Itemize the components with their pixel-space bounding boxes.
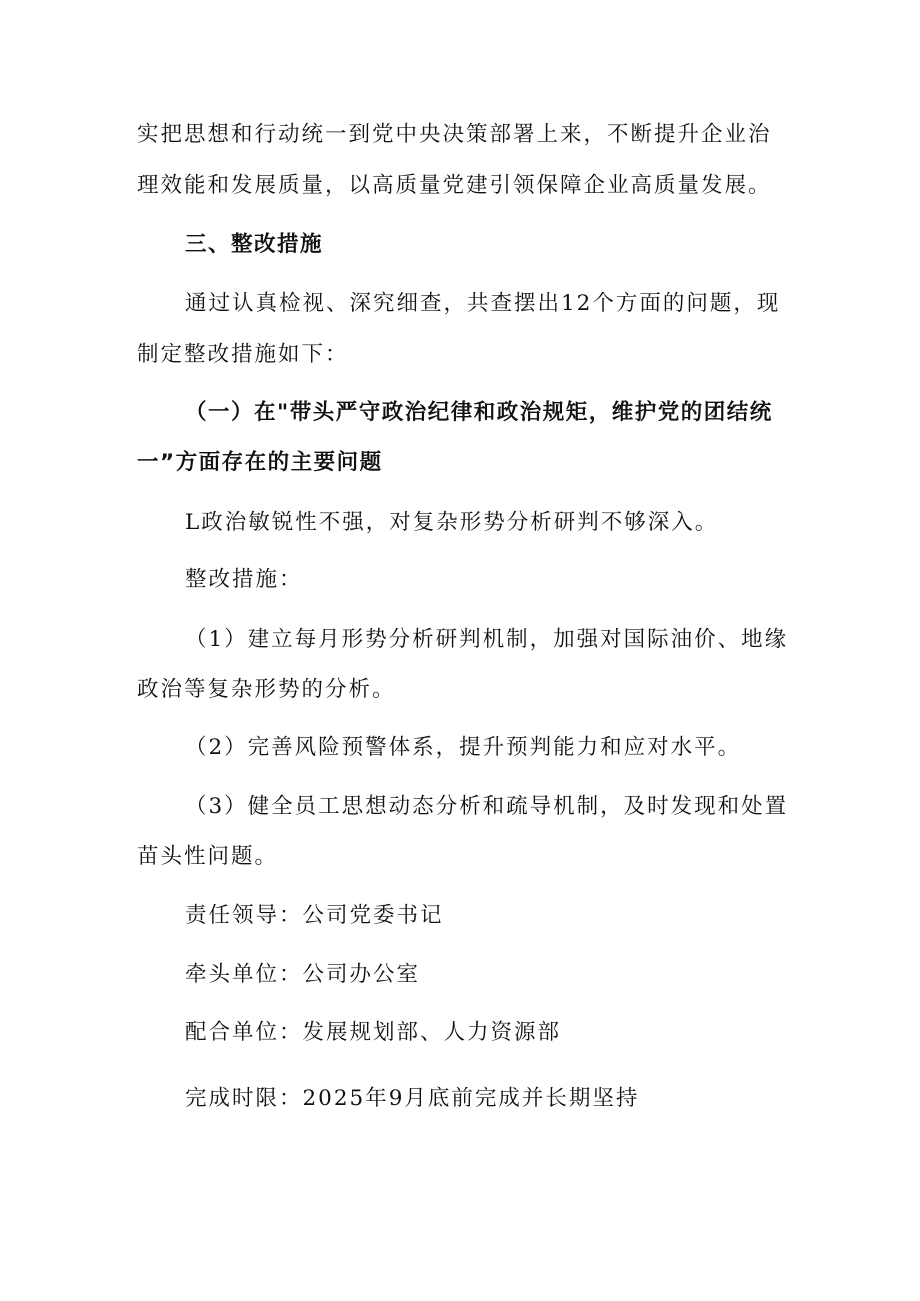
lead-unit: 牵头单位：公司办公室 bbox=[185, 962, 421, 987]
intro-line-1: 实把思想和行动统一到党中央决策部署上来，不断提升企业治 bbox=[137, 122, 772, 147]
intro-line-2: 理效能和发展质量，以高质量党建引领保障企业高质量发展。 bbox=[137, 173, 772, 198]
deadline: 完成时限：2025年9月底前完成并长期坚持 bbox=[185, 1086, 640, 1111]
summary-line-1: 通过认真检视、深究细查，共查摆出12个方面的问题，现 bbox=[185, 291, 781, 316]
subheading-line-2: 一”方面存在的主要问题 bbox=[137, 450, 383, 475]
section-heading: 三、整改措施 bbox=[185, 232, 324, 257]
measures-label: 整改措施： bbox=[185, 567, 303, 592]
responsible-leader: 责任领导：公司党委书记 bbox=[185, 903, 444, 928]
problem-statement: L政治敏锐性不强，对复杂形势分析研判不够深入。 bbox=[185, 510, 719, 535]
cooperating-units: 配合单位：发展规划部、人力资源部 bbox=[185, 1020, 562, 1045]
measure-3-line-1: （3）健全员工思想动态分析和疏导机制，及时发现和处置 bbox=[185, 794, 789, 819]
measure-1-line-1: （1）建立每月形势分析研判机制，加强对国际油价、地缘 bbox=[185, 627, 789, 652]
measure-1-line-2: 政治等复杂形势的分析。 bbox=[137, 677, 396, 702]
summary-line-2: 制定整改措施如下： bbox=[137, 342, 349, 367]
measure-3-line-2: 苗头性问题。 bbox=[137, 844, 279, 869]
subheading-line-1: （一）在"带头严守政治纪律和政治规矩，维护党的团结统 bbox=[185, 400, 773, 425]
measure-2: （2）完善风险预警体系，提升预判能力和应对水平。 bbox=[185, 735, 742, 760]
